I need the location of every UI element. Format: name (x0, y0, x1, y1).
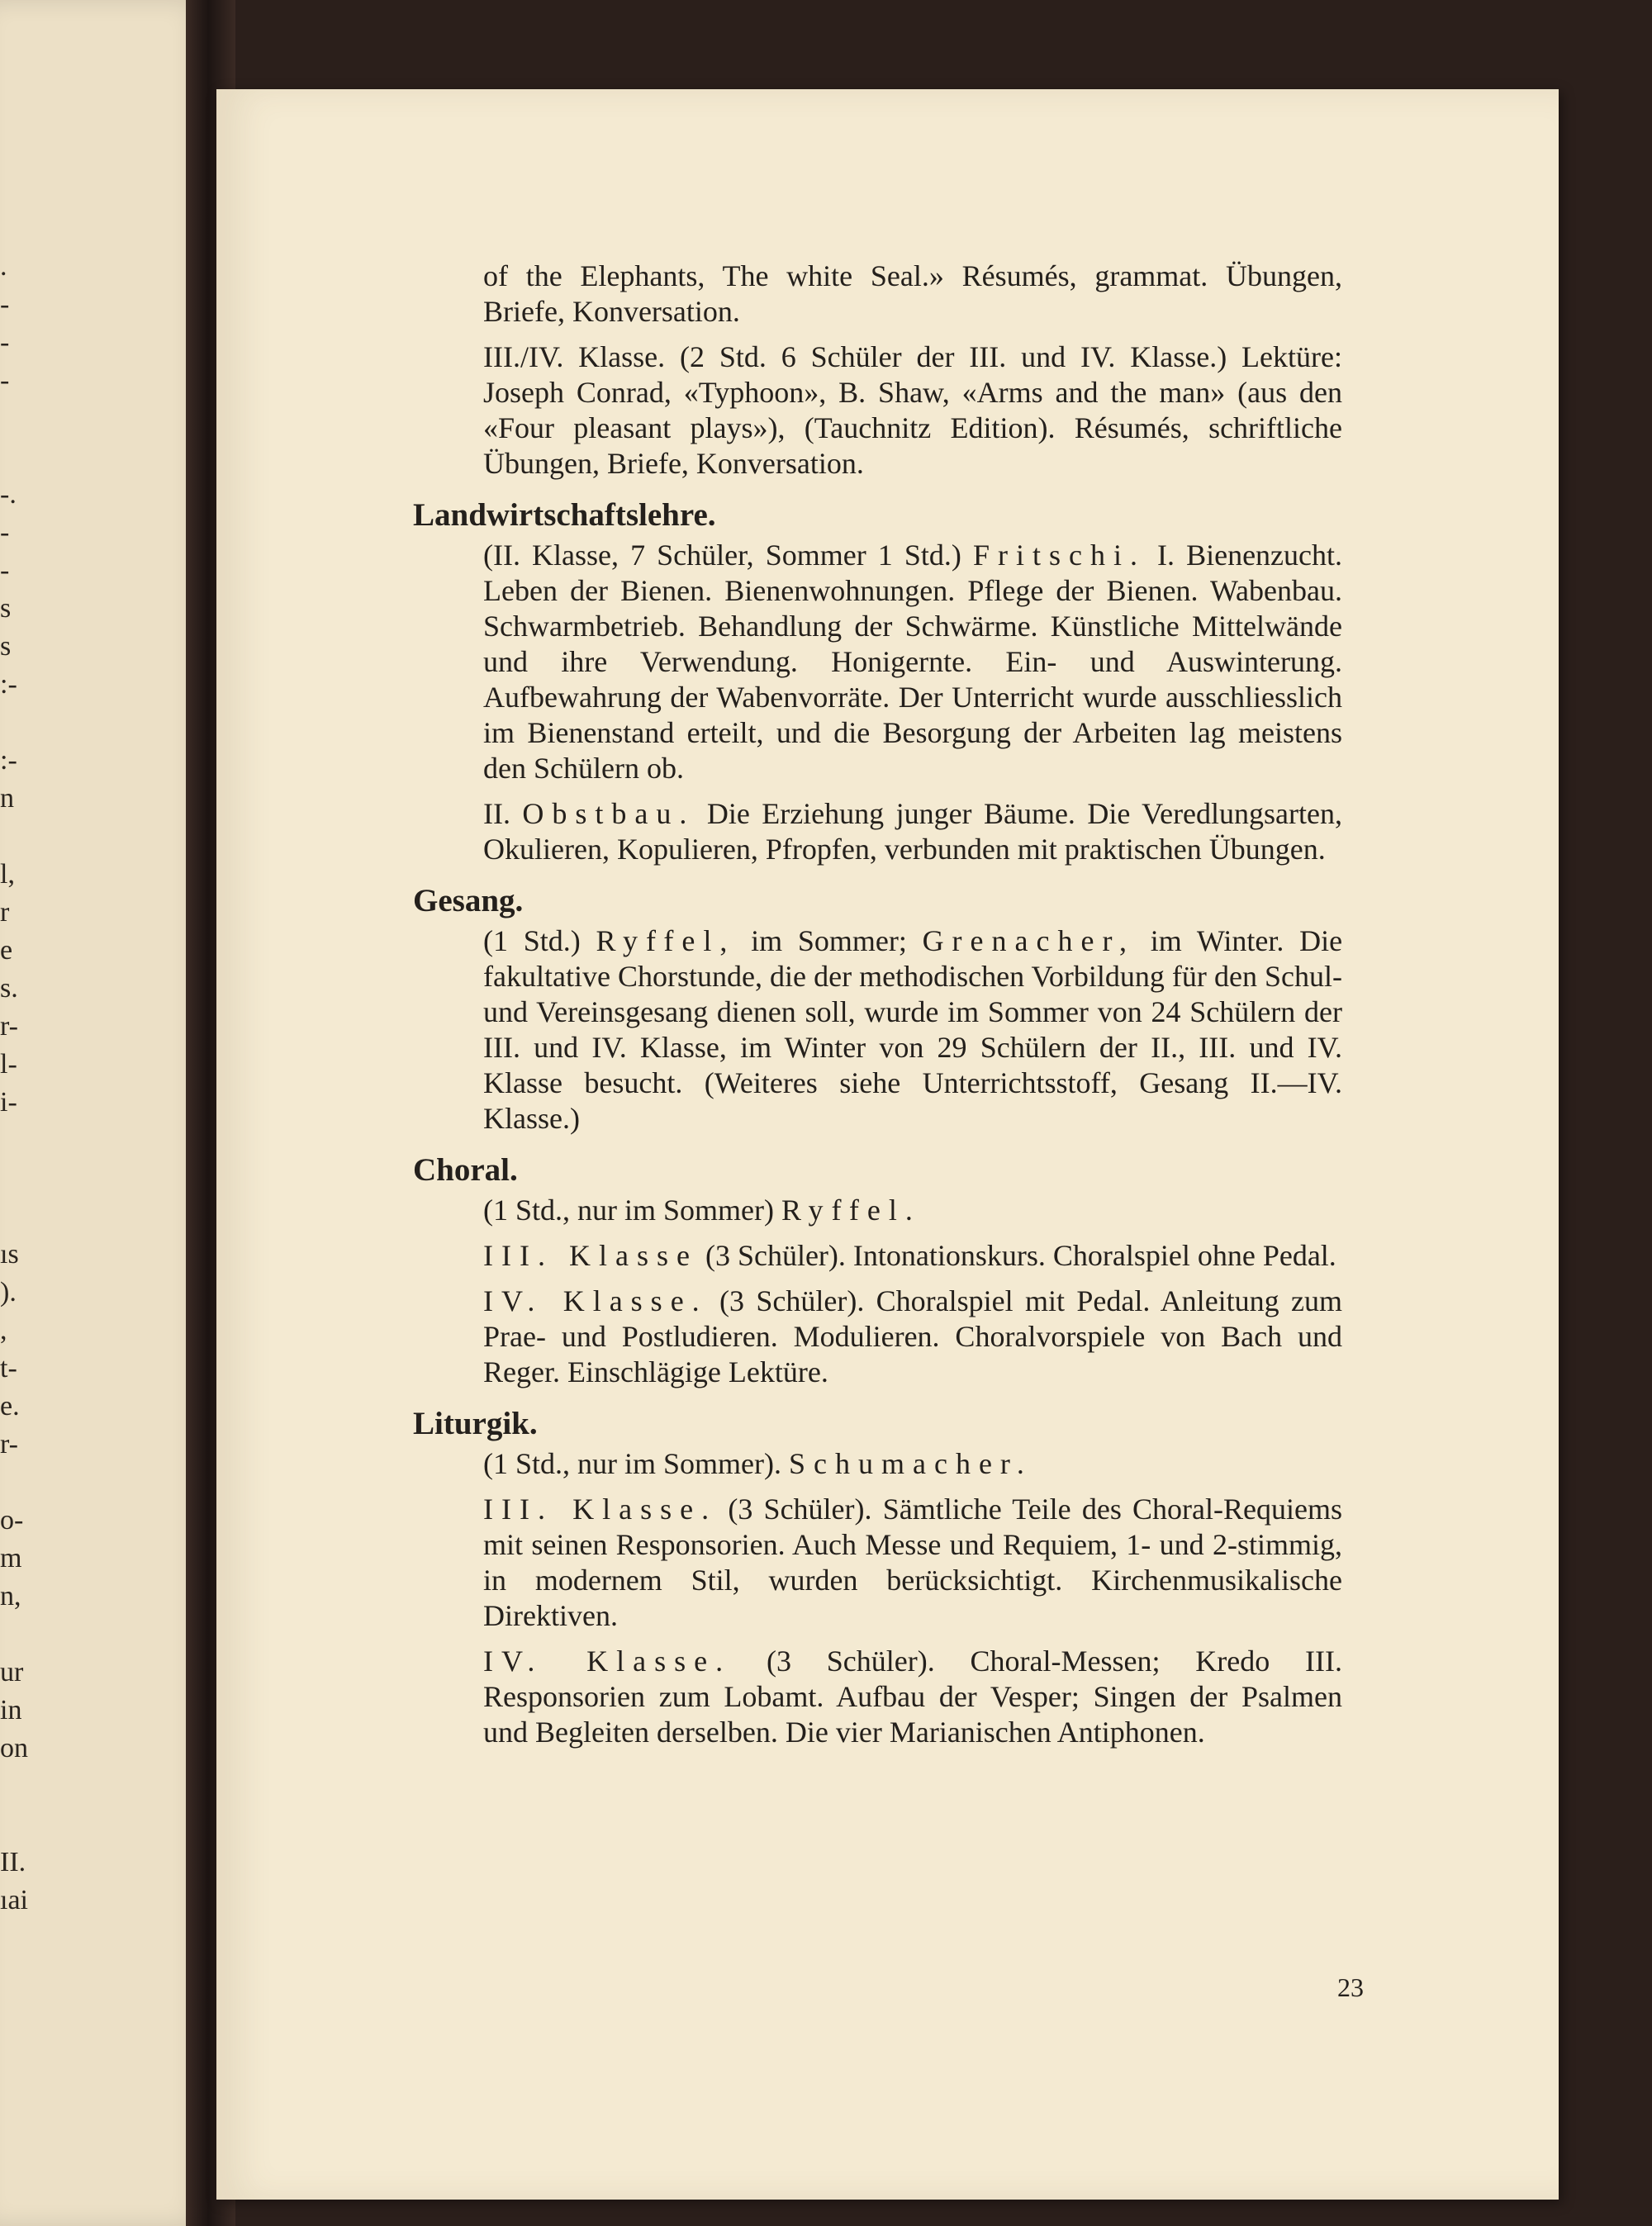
liturgik-paragraph-3: IV. Klasse. (3 Schüler). Choral-Messen; Kredo III. Responsorien zum Lobamt. Aufbau der Vesper; Singen der Psalmen und Begleiten derselben. Die vier Marianischen Antiphonen. (483, 1645, 1343, 1749)
liturgik-paragraph-2: III. Klasse. (3 Schüler). Sämtliche Teile des Choral-Requiems mit seinen Responsorien. Auch Messe und Requiem, 1- und 2-stimmig, in modernem Stil, wurden berücksichtigt. Kirchenmusikalische Direktiven. (483, 1493, 1343, 1632)
left-page (0, 0, 211, 2226)
heading-choral: Choral. (413, 1152, 518, 1188)
landwirtschaft-paragraph-1: (II. Klasse, 7 Schüler, Sommer 1 Std.) Fritschi. I. Bienenzucht. Leben der Bienen. Bienenwohnungen. Pflege der Bienen. Wabenbau. Schwarmbetrieb. Behandlung der Schwärme. Künstliche Mittelwände und ihre Verwendung. Honigernte. Ein- und Auswinterung. Aufbewahrung der Wabenvorräte. Der Unterricht wurde ausschliesslich im Bienenstand erteilt, und die Besorgung der Arbeiten lag meistens den Schülern ob. (483, 539, 1343, 785)
right-page (216, 89, 1559, 2200)
teacher-name: Ryffel. (781, 1194, 921, 1227)
teacher-name: Grenacher, (922, 924, 1136, 957)
teacher-name: Fritschi. (972, 539, 1146, 572)
gesang-paragraph-1: (1 Std.) Ryffel, im Sommer; Grenacher, im Winter. Die fakultative Chorstunde, die der methodischen Vorbildung für den Schul- und Vereinsgesang dienen soll, wurde im Sommer von 24 Schülern der III. und IV. Klasse, im Winter von 29 Schülern der II., III. und IV. Klasse besucht. (Weiteres siehe Unterrichtsstoff, Gesang II.—IV. Klasse.) (483, 924, 1343, 1135)
class-label: III. Klasse. (483, 1493, 718, 1526)
heading-landwirtschaftslehre: Landwirtschaftslehre. (413, 497, 716, 533)
class-label: IV. Klasse. (483, 1284, 708, 1317)
teacher-name: Schumacher. (788, 1447, 1032, 1480)
teacher-name: Ryffel, (596, 924, 736, 957)
intro-paragraph-1: of the Elephants, The white Seal.» Résumés, grammat. Übungen, Briefe, Konversation. (483, 259, 1342, 328)
subtopic-obstbau: Obstbau. (522, 797, 695, 830)
liturgik-paragraph-1: (1 Std., nur im Sommer). Schumacher. (483, 1447, 1032, 1480)
page-content (413, 259, 1342, 1760)
heading-gesang: Gesang. (413, 883, 524, 918)
page-number: 23 (1337, 1972, 1364, 2002)
left-page-text-fragments: . - - - -. - - s s :- :- n l, r e s. r- l- i- ıs ). , t- e. r- o- m n, ur in on II. ıai (0, 251, 28, 1915)
landwirtschaft-paragraph-2: II. Obstbau. Die Erziehung junger Bäume. Die Veredlungsarten, Okulieren, Kopulieren, Pfropfen, verbunden mit praktischen Übungen. (483, 797, 1342, 866)
class-label: III. Klasse (483, 1239, 698, 1272)
choral-paragraph-3: IV. Klasse. (3 Schüler). Choralspiel mit Pedal. Anleitung zum Prae- und Postludieren. Modulieren. Choralvorspiele von Bach und Reger. Einschlägige Lektüre. (483, 1284, 1342, 1388)
class-label: IV. Klasse. (483, 1645, 732, 1678)
choral-paragraph-1: (1 Std., nur im Sommer) Ryffel. (483, 1194, 921, 1227)
choral-paragraph-2: III. Klasse (3 Schüler). Intonationskurs. Choralspiel ohne Pedal. (483, 1239, 1336, 1272)
intro-paragraph-2: III./IV. Klasse. (2 Std. 6 Schüler der III. und IV. Klasse.) Lektüre: Joseph Conrad, «Typhoon», B. Shaw, «Arms and the man» (aus den «Four pleasant plays»), (Tauchnitz Edition). Résumés, schriftliche Übungen, Briefe, Konversation. (483, 340, 1342, 480)
heading-liturgik: Liturgik. (413, 1406, 538, 1441)
